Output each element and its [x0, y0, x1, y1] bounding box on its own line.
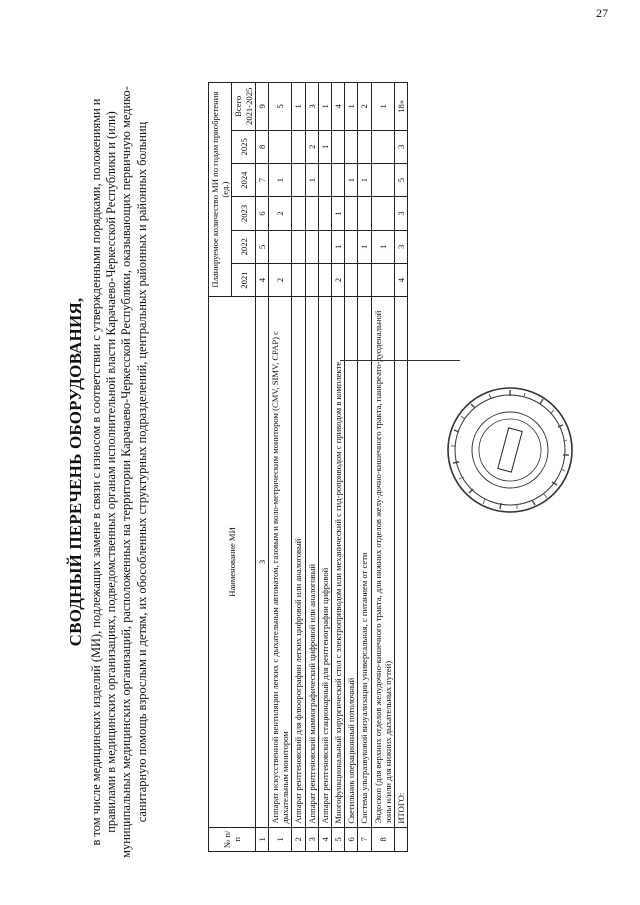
- row-value-cell: 1: [345, 83, 358, 131]
- row-value-cell: [305, 263, 318, 296]
- index-row: [255, 83, 268, 852]
- row-value-cell: 2: [358, 83, 371, 131]
- row-value-cell: [318, 230, 331, 263]
- row-value-cell: 4: [332, 83, 345, 131]
- official-seal: [445, 385, 575, 515]
- row-value-cell: [269, 230, 292, 263]
- table-row: [371, 83, 394, 852]
- row-value-cell: 2: [269, 263, 292, 296]
- row-value-cell: [371, 130, 394, 163]
- index-cell: 1: [255, 827, 268, 851]
- index-cell: 7: [255, 163, 268, 196]
- row-value-cell: [371, 263, 394, 296]
- row-value-cell: 1: [371, 230, 394, 263]
- document-subtitle: в том числе медицинских изделий (МИ), подлежащих замене в связи с износом в соответствии с утвержденными порядками, положениями и правилами в медицинских организациях, подведомственных органам исполнительной власти Карачаево-Черкесской Республики и (или) муниципальных медицинских организаций, расположенных на территории Карачаево-Черкесской Республики, оказывающих первичную медико-санитарную помощь взрослым и детям, их обособленных структурных подразделений, центральных районных и районных больниц: [89, 86, 149, 858]
- row-value-cell: 2: [332, 263, 345, 296]
- document-title: СВОДНЫЙ ПЕРЕЧЕНЬ ОБОРУДОВАНИЯ,: [66, 297, 85, 647]
- table-row: [305, 83, 318, 852]
- row-value-cell: [345, 263, 358, 296]
- row-name-cell: Многофункциональный хирургический стол с электроприводом или механический с гид-роприводом с приводом в комплекте: [332, 297, 345, 827]
- row-value-cell: [318, 163, 331, 196]
- row-name-cell: Аппарат рентгеновский для флюорографии легких цифровой или аналоговый: [292, 297, 305, 827]
- row-num-cell: 7: [358, 827, 371, 851]
- row-value-cell: [269, 130, 292, 163]
- row-value-cell: 1: [318, 130, 331, 163]
- total-value-cell: 3: [395, 130, 408, 163]
- total-value-cell: 5: [395, 163, 408, 196]
- index-cell: 3: [255, 297, 268, 827]
- row-value-cell: [292, 230, 305, 263]
- row-value-cell: 1: [358, 230, 371, 263]
- row-value-cell: 3: [305, 83, 318, 131]
- table-row: [269, 83, 292, 852]
- total-value-cell: 3: [395, 230, 408, 263]
- row-num-cell: 4: [318, 827, 331, 851]
- total-row: [395, 83, 408, 852]
- row-value-cell: 1: [371, 83, 394, 131]
- table-row: [292, 83, 305, 852]
- page-number: 27: [596, 6, 608, 20]
- col-header-year: 2025: [232, 130, 255, 163]
- row-num-cell: 6: [345, 827, 358, 851]
- row-name-cell: Эндоскоп (для верхних отделов желудочно-кишечного тракта, для нижних отделов желу-дочно-кишечного тракта, панкреато-дуоденальной зоны и/или для нижних дыхательных путей): [371, 297, 394, 827]
- row-name-cell: Система ультразвуковой визуализации универсальная, с питанием от сети: [358, 297, 371, 827]
- row-value-cell: [371, 163, 394, 196]
- row-value-cell: [358, 130, 371, 163]
- row-value-cell: [292, 130, 305, 163]
- row-value-cell: 1: [305, 163, 318, 196]
- row-num-cell: 5: [332, 827, 345, 851]
- total-label: ИТОГО:: [395, 297, 408, 827]
- index-cell: 4: [255, 263, 268, 296]
- row-num-cell: 2: [292, 827, 305, 851]
- row-value-cell: [345, 130, 358, 163]
- row-num-cell: 8: [371, 827, 394, 851]
- row-value-cell: 1: [332, 197, 345, 230]
- index-cell: 9: [255, 83, 268, 131]
- row-value-cell: 1: [345, 163, 358, 196]
- table-row: [345, 83, 358, 852]
- row-value-cell: [292, 197, 305, 230]
- index-cell: 6: [255, 197, 268, 230]
- row-value-cell: [332, 130, 345, 163]
- row-name-cell: Аппарат рентгеновский маммографический цифровой или аналоговый: [305, 297, 318, 827]
- row-value-cell: [345, 197, 358, 230]
- row-name-cell: Аппарат рентгеновский стационарный для рентгенографии цифровой: [318, 297, 331, 827]
- row-value-cell: [318, 197, 331, 230]
- row-value-cell: 1: [358, 163, 371, 196]
- total-num-cell: [395, 827, 408, 851]
- total-value-cell: 18»: [395, 83, 408, 131]
- document-heading: [60, 82, 150, 862]
- row-value-cell: [292, 163, 305, 196]
- row-value-cell: [292, 263, 305, 296]
- index-cell: 8: [255, 130, 268, 163]
- row-value-cell: 1: [318, 83, 331, 131]
- row-value-cell: [318, 263, 331, 296]
- equipment-table: [208, 82, 408, 852]
- row-num-cell: 1: [269, 827, 292, 851]
- row-value-cell: 1: [269, 163, 292, 196]
- row-value-cell: [358, 263, 371, 296]
- col-header-year: 2022: [232, 230, 255, 263]
- row-name-cell: Аппарат искусственной вентиляции легких с дыхательным автоматом, газовым и воло-метрическим монитором (CMV, SIMV, CPAP) с дыхательным монитором: [269, 297, 292, 827]
- col-header-name: Наименование МИ: [209, 297, 256, 827]
- row-value-cell: [345, 230, 358, 263]
- col-header-year: 2024: [232, 163, 255, 196]
- row-value-cell: 1: [292, 83, 305, 131]
- row-value-cell: [371, 197, 394, 230]
- col-header-num: № п/п: [209, 827, 256, 851]
- row-value-cell: [305, 197, 318, 230]
- row-value-cell: [305, 230, 318, 263]
- col-header-planned: Планируемое количество МИ по годам приобретения (ед.): [209, 83, 232, 297]
- row-name-cell: Светильник операционный потолочный: [345, 297, 358, 827]
- total-value-cell: 3: [395, 197, 408, 230]
- table-row: [318, 83, 331, 852]
- row-num-cell: 3: [305, 827, 318, 851]
- row-value-cell: 5: [269, 83, 292, 131]
- row-value-cell: 1: [332, 230, 345, 263]
- row-value-cell: [332, 163, 345, 196]
- index-cell: 5: [255, 230, 268, 263]
- col-header-total: Всего 2021-2025: [232, 83, 255, 131]
- col-header-year: 2021: [232, 263, 255, 296]
- row-value-cell: [358, 197, 371, 230]
- row-value-cell: 2: [269, 197, 292, 230]
- total-value-cell: 4: [395, 263, 408, 296]
- row-value-cell: 2: [305, 130, 318, 163]
- col-header-year: 2023: [232, 197, 255, 230]
- table-row: [358, 83, 371, 852]
- table-row: [332, 83, 345, 852]
- signature-line: [340, 359, 460, 362]
